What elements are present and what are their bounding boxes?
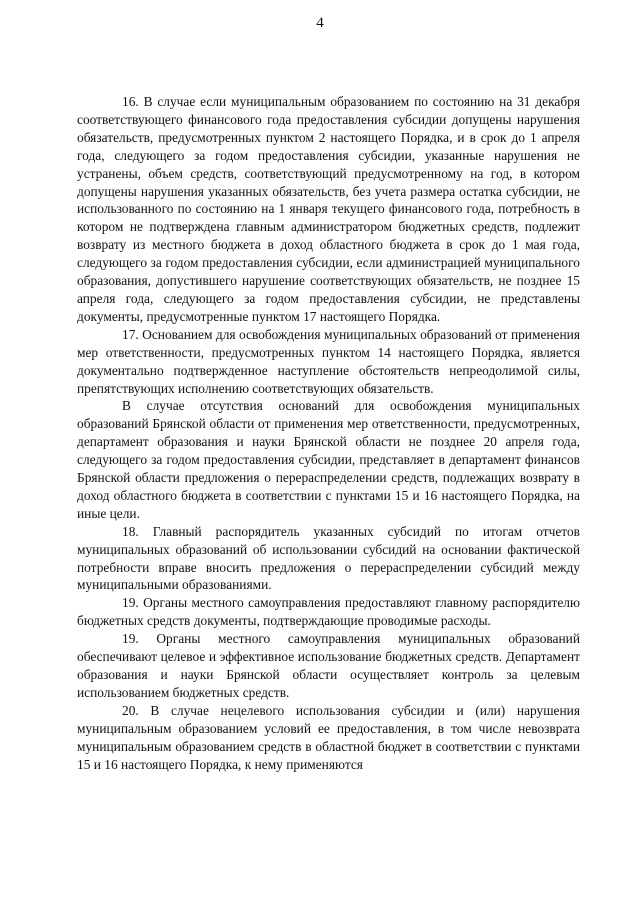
paragraph-19-control: 19. Органы местного самоуправления муниципальных образований обеспечивают целевое и эффективное использование бюджетных средств. Департамент образования и науки Брянской области осуществляет контроль за целевым использованием бюджетных средств.: [77, 631, 580, 700]
document-body: [77, 93, 580, 773]
paragraph-16: 16. В случае если муниципальным образованием по состоянию на 31 декабря соответствующего финансового года предоставления субсидии допущены нарушения обязательств, предусмотренных пунктом 2 настоящего Порядка, и в срок до 1 апреля года, следующего за годом предоставления субсидии, указанные нарушения не устранены, объем средств, соответствующий предусмотренному на год, в котором допущены нарушения указанных обязательств, без учета размера остатка субсидии, не использованного по состоянию на 1 января текущего финансового года, потребность в котором не подтверждена главным администратором бюджетных средств, подлежит возврату из местного бюджета в доход областного бюджета в срок до 1 мая года, следующего за годом предоставления субсидии, если администрацией муниципального образования, допустившего нарушение соответствующих обязательств, не позднее 15 апреля года, следующего за годом предоставления субсидии, не представлены документы, предусмотренные пунктом 17 настоящего Порядка.: [77, 94, 580, 324]
paragraph-19-documents: 19. Органы местного самоуправления предоставляют главному распорядителю бюджетных средств документы, подтверждающие проводимые расходы.: [77, 595, 580, 629]
paragraph-17-continuation: В случае отсутствия оснований для освобождения муниципальных образований Брянской области от применения мер ответственности, предусмотренных, департамент образования и науки Брянской области не позднее 20 апреля года, следующего за годом предоставления субсидии, представляет в департамент финансов Брянской области предложения о перераспределении средств, подлежащих возврату в доход областного бюджета в соответствии с пунктами 15 и 16 настоящего Порядка, на иные цели.: [77, 398, 580, 521]
paragraph-20: 20. В случае нецелевого использования субсидии и (или) нарушения муниципальным образованием условий ее предоставления, в том числе невозврата муниципальным образованием средств в областной бюджет в соответствии с пунктами 15 и 16 настоящего Порядка, к нему применяются: [77, 702, 580, 772]
paragraph-17: 17. Основанием для освобождения муниципальных образований от применения мер ответственности, предусмотренных пунктом 14 настоящего Порядка, является документально подтвержденное наступление обстоятельств непреодолимой силы, препятствующих исполнению соответствующих обязательств.: [77, 326, 580, 396]
paragraph-18: 18. Главный распорядитель указанных субсидий по итогам отчетов муниципальных образований об использовании субсидий на основании фактической потребности вправе вносить предложения о перераспределении субсидий между муниципальными образованиями.: [77, 523, 580, 593]
page-number: 4: [316, 15, 324, 31]
